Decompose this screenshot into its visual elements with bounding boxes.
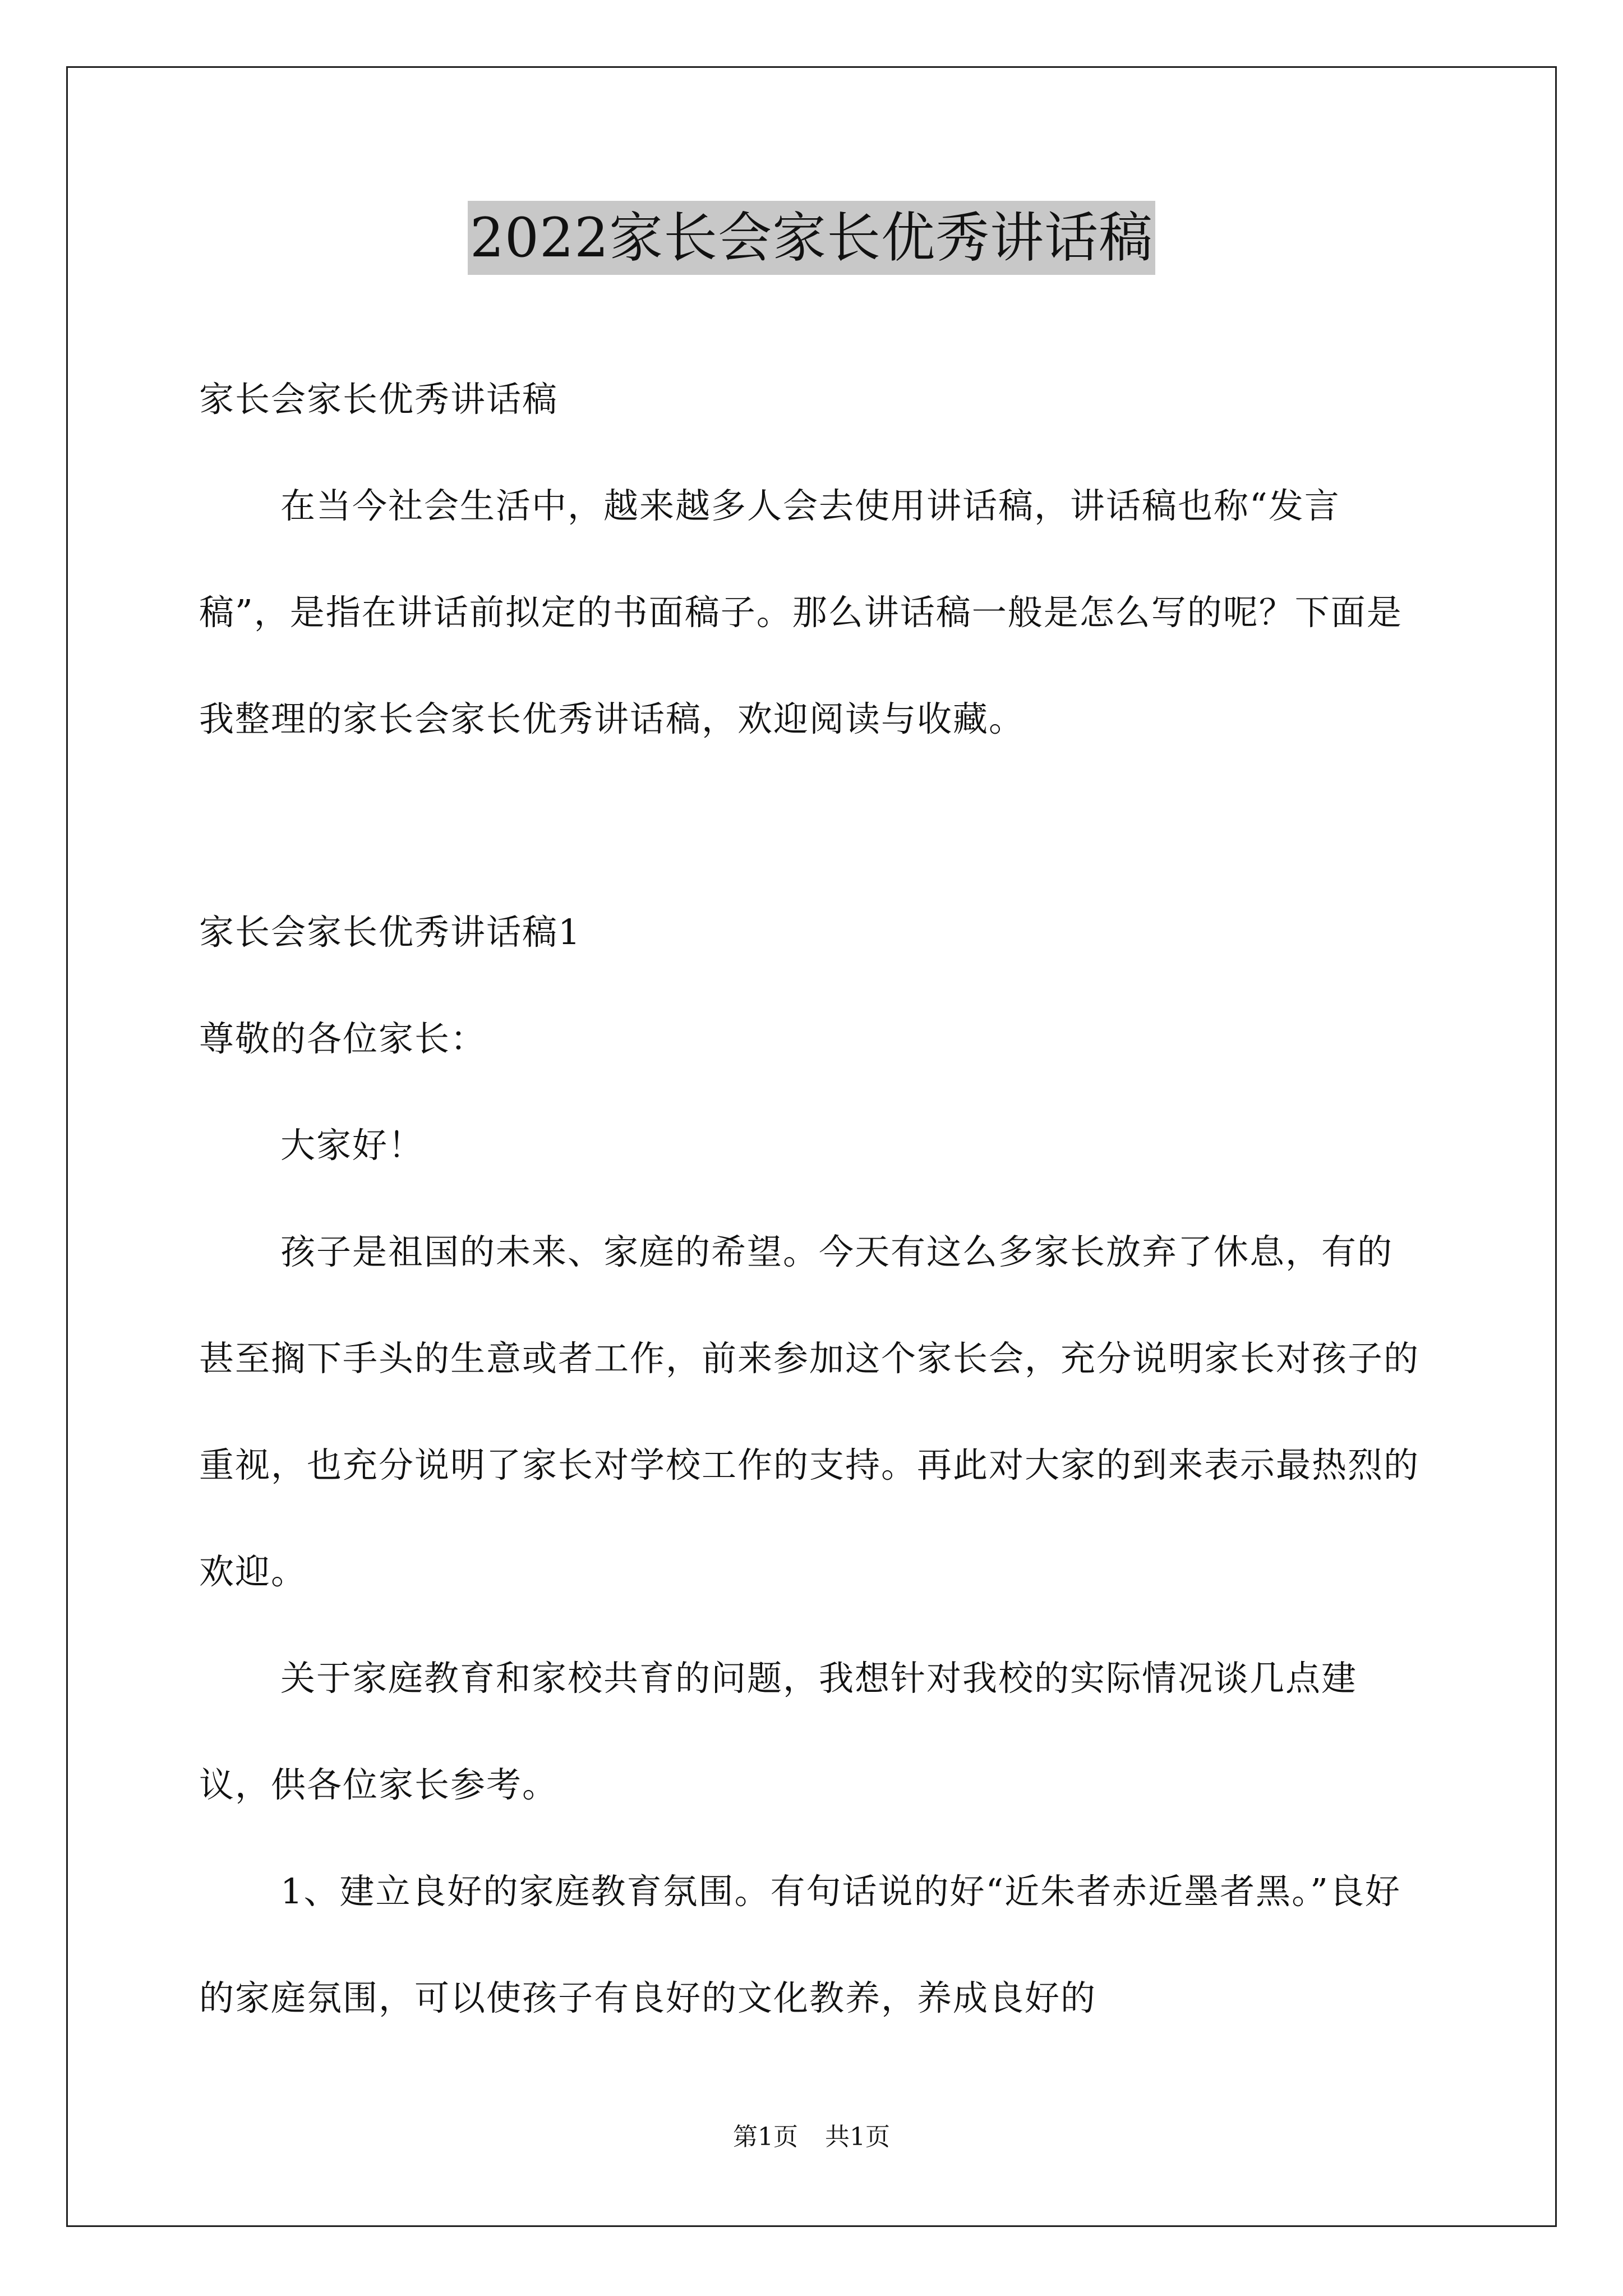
document-body [199, 346, 1427, 2051]
subtitle-paragraph: 家长会家长优秀讲话稿 [199, 379, 559, 420]
title-container [0, 201, 1623, 275]
paragraph-spacer [199, 772, 1427, 879]
page-footer [0, 2120, 1623, 2154]
document-title: 2022家长会家长优秀讲话稿 [468, 201, 1155, 275]
intro-paragraph: 在当今社会生活中，越来越多人会去使用讲话稿，讲话稿也称“发言稿”，是指在讲话前拟定的书面稿子。那么讲话稿一般是怎么写的呢？下面是我整理的家长会家长优秀讲话稿，欢迎阅读与收藏。 [199, 485, 1403, 739]
greeting: 大家好！ [280, 1125, 425, 1166]
body-paragraph: 关于家庭教育和家校共育的问题，我想针对我校的实际情况谈几点建议，供各位家长参考。 [199, 1658, 1358, 1805]
body-paragraph: 孩子是祖国的未来、家庭的希望。今天有这么多家长放弃了休息，有的甚至搁下手头的生意或者工作，前来参加这个家长会，充分说明家长对孩子的重视，也充分说明了家长对学校工作的支持。再此对大家的到来表示最热烈的欢迎。 [199, 1231, 1420, 1592]
body-paragraph: 1、建立良好的家庭教育氛围。有句话说的好“近朱者赤近墨者黑。”良好的家庭氛围，可以使孩子有良好的文化教养，养成良好的 [199, 1871, 1401, 2018]
page-total: 共1页 [825, 2123, 890, 2151]
salutation: 尊敬的各位家长： [199, 1018, 487, 1059]
section-heading: 家长会家长优秀讲话稿1 [199, 912, 582, 953]
page-number: 第1页 [733, 2123, 798, 2151]
